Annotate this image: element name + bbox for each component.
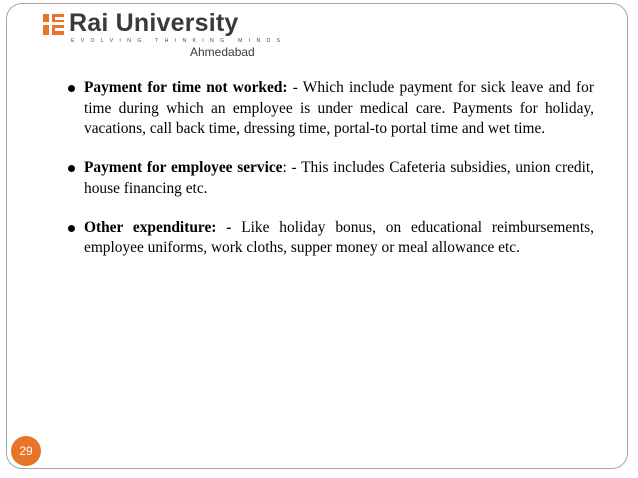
bullet-term: Other expenditure: - bbox=[84, 218, 232, 236]
bullet-text: - Which include payment for sick leave and for time during which an employee is under medical care. Payments for holiday, vacations, call back time, dressing time, portal-to portal time and wet time. bbox=[84, 79, 594, 138]
bullet-list bbox=[68, 78, 594, 259]
page-number-badge: 29 bbox=[11, 436, 41, 466]
bullet-item bbox=[68, 78, 594, 140]
bullet-icon bbox=[68, 85, 75, 92]
bullet-term: Payment for time not worked: bbox=[84, 79, 288, 96]
university-logo bbox=[43, 9, 287, 60]
logo-tagline: EVOLVING THINKING MINDS bbox=[71, 38, 287, 44]
bullet-item bbox=[68, 218, 594, 259]
bullet-text: Like holiday bonus, on educational reimbursements, employee uniforms, work cloths, supper money or meal allowance etc. bbox=[84, 218, 594, 257]
bullet-term: Payment for employee service bbox=[84, 159, 283, 177]
logo-university-name: Rai University bbox=[69, 9, 239, 37]
logo-mark-icon bbox=[43, 14, 64, 35]
bullet-icon bbox=[68, 225, 75, 232]
bullet-text: : - This includes Cafeteria subsidies, union credit, house financing etc. bbox=[84, 159, 594, 197]
bullet-item bbox=[68, 158, 594, 199]
bullet-icon bbox=[68, 165, 75, 172]
logo-city: Ahmedabad bbox=[190, 45, 255, 59]
